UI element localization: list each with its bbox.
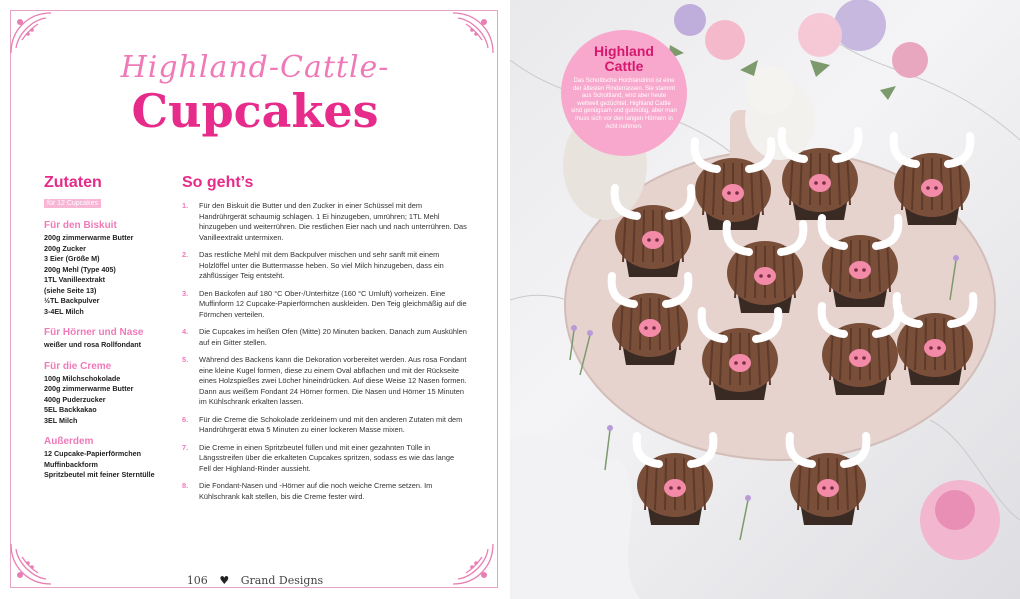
ingredient-item: 12 Cupcake-Papierförmchen bbox=[44, 449, 142, 458]
ingredient-group-heading: Für die Creme bbox=[44, 360, 112, 372]
ingredient-item: 200g Zucker bbox=[44, 243, 86, 253]
step-text: Die Creme in einen Spritzbeutel füllen und mit einer gezahnten Tülle in Längsstreifen über die erkalteten Cupcakes spritzen, sodass es wie das lange Fell der Highland-Rinder aussieht. bbox=[199, 442, 455, 473]
flower bbox=[798, 13, 842, 57]
step-text: Während des Backens kann die Dekoration vorbereitet werden. Aus rosa Fondant eine kleine Kugel formen, diese zu einem Oval abflachen und mit der Rückseite eines Holzspießes zwei Löcher hineindrücken. Auf diese Weise 12 Nasen formen. Dann aus weißem Fondant 24 Hörner formen. Die Nasen und Hörner 15 Minuten im Kühlschrank erkalten lassen. bbox=[199, 355, 467, 406]
brand-name: Grand Designs bbox=[240, 574, 324, 587]
serving-badge: für 12 Cupcakes bbox=[44, 199, 101, 208]
method-step bbox=[182, 415, 467, 436]
ingredients-column bbox=[44, 174, 174, 481]
napkin bbox=[510, 435, 640, 599]
ingredient-item: 100g Milchschokolade bbox=[44, 373, 121, 383]
ingredient-group-heading: Außerdem bbox=[44, 436, 94, 447]
info-title-line2: Cattle bbox=[604, 58, 644, 74]
step-number: 2. bbox=[182, 250, 189, 259]
step-number: 5. bbox=[182, 355, 189, 364]
step-text: Die Cupcakes im heißen Ofen (Mitte) 20 Minuten backen. Danach zum Auskühlen auf ein Gitter stellen. bbox=[199, 327, 467, 347]
ingredient-item: 5EL Backkakao bbox=[44, 405, 97, 414]
ingredient-item: 3-4EL Milch bbox=[44, 306, 84, 316]
flower-center bbox=[935, 490, 975, 530]
method-step bbox=[182, 289, 467, 321]
step-number: 1. bbox=[182, 201, 189, 210]
method-step bbox=[182, 481, 467, 502]
heart-icon: ♥ bbox=[219, 574, 230, 587]
small-flower bbox=[953, 255, 959, 261]
small-flower bbox=[571, 325, 577, 331]
small-flower bbox=[745, 495, 751, 501]
info-title-line1: Highland bbox=[594, 43, 654, 59]
step-number: 8. bbox=[182, 481, 189, 490]
method-heading: So geht’s bbox=[182, 174, 254, 191]
step-text: Die Fondant-Nasen und -Hörner auf die noch weiche Creme setzen. Im Kühlschrank kalt stellen, bis die Creme fester wird. bbox=[199, 481, 433, 501]
method-step bbox=[182, 355, 467, 408]
ingredient-item: 200g Mehl (Type 405) bbox=[44, 264, 116, 274]
recipe-title: Cupcakes bbox=[131, 84, 379, 138]
info-text: Das Schottische Hochlandrind ist eine der ältesten Rinderrassen. Sie stammt aus Schottland, wird aber heute weltweit gezüchtet. Highland Cattle sind genügsam und gutmütig, aber man muss sich vor den langen Hörnern in Acht nehmen. bbox=[571, 78, 677, 130]
small-flower bbox=[607, 425, 613, 431]
step-text: Für den Biskuit die Butter und den Zucker in einer Schüssel mit dem Handrührgerät schaumig schlagen. 1 Ei hinzugeben, umrühren; 1TL Mehl hinzugeben und weiterrühren. Die restlichen Eier nach und nach unterrühren. Das Vanilleextrakt untermixen. bbox=[199, 201, 467, 242]
flower bbox=[705, 20, 745, 60]
step-text: Den Backofen auf 180 °C Ober-/Unterhitze (160 °C Umluft) vorheizen. Eine Muffinform 12 Cupcake-Papierförmchen auskleiden. Den Teig gleichmäßig auf die Förmchen verteilen. bbox=[199, 288, 467, 319]
ingredient-item: 400g Puderzucker bbox=[44, 394, 106, 404]
step-number: 4. bbox=[182, 327, 189, 336]
method-step bbox=[182, 201, 467, 243]
ingredient-item: 200g zimmerwarme Butter bbox=[44, 233, 134, 242]
step-number: 3. bbox=[182, 288, 189, 298]
step-text: Für die Creme die Schokolade zerkleinern und mit den anderen Zutaten mit dem Handrührgerät etwa 5 Minuten zu einer lockeren Masse mixen. bbox=[199, 414, 463, 434]
photo-page bbox=[510, 0, 1020, 599]
ingredient-item: 200g zimmerwarme Butter bbox=[44, 384, 134, 393]
ingredient-item: 1TL Vanilleextrakt bbox=[44, 275, 105, 284]
flower bbox=[834, 0, 886, 51]
ingredients-heading: Zutaten bbox=[44, 174, 102, 191]
ingredient-item: weißer und rosa Rollfondant bbox=[44, 340, 142, 349]
ingredient-group-heading: Für Hörner und Nase bbox=[44, 327, 144, 338]
ingredient-item: Spritzbeutel mit feiner Sterntülle bbox=[44, 470, 155, 479]
step-number: 7. bbox=[182, 442, 189, 452]
flower bbox=[892, 42, 928, 78]
method-step bbox=[182, 327, 467, 348]
step-text: Das restliche Mehl mit dem Backpulver mischen und sehr sanft mit einem Holzlöffel unter die Buttermasse heben. So viel Milch hinzugeben, dass ein zähflüssiger Teig entsteht. bbox=[199, 250, 444, 280]
ingredient-item: 3 Eier (Größe M) bbox=[44, 254, 100, 263]
method-step bbox=[182, 250, 467, 282]
info-bubble bbox=[561, 30, 687, 156]
step-number: 6. bbox=[182, 414, 189, 424]
method-step bbox=[182, 443, 467, 475]
ingredient-group-heading: Für den Biskuit bbox=[44, 220, 117, 231]
ingredient-item: ½TL Backpulver bbox=[44, 296, 100, 305]
ingredient-item: (siehe Seite 13) bbox=[44, 285, 97, 295]
page-number: 106 bbox=[186, 574, 208, 587]
small-flower bbox=[587, 330, 593, 336]
method-column bbox=[182, 174, 467, 509]
ingredient-item: Muffinbackform bbox=[44, 459, 98, 469]
flower bbox=[674, 4, 706, 36]
recipe-title-script: Highland-Cattle- bbox=[120, 50, 390, 85]
ingredient-item: 3EL Milch bbox=[44, 415, 78, 425]
page-footer bbox=[0, 574, 510, 587]
